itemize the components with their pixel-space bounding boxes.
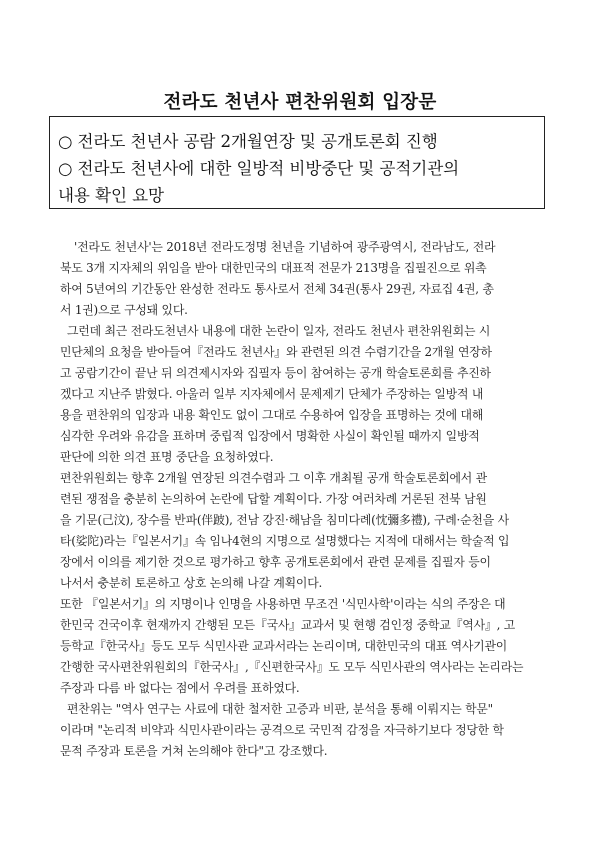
summary-point-2-continued: 내용 확인 요망 <box>58 186 164 205</box>
body-line: 그런데 최근 전라도천년사 내용에 대한 논란이 일자, 전라도 천년사 편찬위원회는 시 <box>67 324 491 338</box>
body-line: 등학교『한국사』등도 모두 식민사관 교과서라는 논리이며, 대한민국의 대표 역사기관이 <box>60 639 508 653</box>
body-line: 이라며 "논리적 비약과 식민사관이라는 공격으로 국민적 감정을 자극하기보다 정당한 학 <box>60 723 504 737</box>
body-line: 편찬위는 "역사 연구는 사료에 대한 철저한 고증과 비판, 분석을 통해 이뤄지는 학문" <box>67 702 493 716</box>
body-line: 간행한 국사편찬위원회의『한국사』,『신편한국사』도 모두 식민사관의 역사라는 논리라는 <box>60 660 524 674</box>
body-line: 장에서 이의를 제기한 것으로 평가하고 향후 공개토론회에서 관련 문제를 집필자 등이 <box>60 555 491 569</box>
body-line: 나서서 충분히 토론하고 상호 논의해 나갈 계획이다. <box>60 576 323 590</box>
body-line: 한민국 건국이후 현재까지 간행된 모든『국사』교과서 및 현행 검인정 중학교『역사』, 고 <box>60 618 516 632</box>
body-line: 서 1권)으로 구성돼 있다. <box>60 303 188 317</box>
body-line: 판단에 의한 의견 표명 중단을 요청하였다. <box>60 450 274 464</box>
body-line: 북도 3개 지자체의 위임을 받아 대한민국의 대표적 전문가 213명을 집필진으로 위촉 <box>60 261 487 275</box>
body-line: 민단체의 요청을 받아들여『전라도 천년사』와 관련된 의견 수렴기간을 2개월 연장하 <box>60 345 492 359</box>
body-line: 을 기문(己汶), 장수를 반파(伴跛), 전남 강진·해남을 침미다례(忱彌多禮), 구례·순천을 사 <box>60 513 509 527</box>
body-line: 심각한 우려와 유감을 표하며 중립적 입장에서 명확한 사실이 확인될 때까지 일방적 <box>60 429 480 443</box>
body-line: 문적 주장과 토론을 거쳐 논의해야 한다"고 강조했다. <box>60 744 328 758</box>
body-line: '전라도 천년사'는 2018년 전라도정명 천년을 기념하여 광주광역시, 전라남도, 전라 <box>74 240 496 254</box>
body-line: 고 공람기간이 끝난 뒤 의견제시자와 집필자 등이 참여하는 공개 학술토론회를 추진하 <box>60 366 491 380</box>
body-line: 련된 쟁점을 충분히 논의하여 논란에 답할 계획이다. 가장 여러차례 거론된 전북 남원 <box>60 492 487 506</box>
body-line: 또한 『일본서기』의 지명이나 인명을 사용하면 무조건 '식민사학'이라는 식의 주장은 대 <box>60 597 506 611</box>
body-line: 타(娑陀)라는『일본서기』속 임나4현의 지명으로 설명했다는 지적에 대해서는 학술적 입 <box>60 534 510 548</box>
summary-point-1: ○ 전라도 천년사 공람 2개월연장 및 공개토론회 진행 <box>58 132 438 151</box>
summary-point-2: ○ 전라도 천년사에 대한 일방적 비방중단 및 공적기관의 <box>58 159 460 178</box>
body-line: 편찬위원회는 향후 2개월 연장된 의견수렴과 그 이후 개최될 공개 학술토론회에서 관 <box>60 471 487 485</box>
body-line: 겠다고 지난주 밝혔다. 아울러 일부 지자체에서 문제제기 단체가 주장하는 일방적 내 <box>60 387 484 401</box>
body-line: 주장과 다름 바 없다는 점에서 우려를 표하였다. <box>60 681 300 695</box>
body-line: 하여 5년여의 기간동안 완성한 전라도 통사로서 전체 34권(통사 29권, 자료집 4권, 총 <box>60 282 494 296</box>
body-line: 용을 편찬위의 입장과 내용 확인도 없이 그대로 수용하여 입장을 표명하는 것에 대해 <box>60 408 484 422</box>
document-title: 전라도 천년사 편찬위원회 입장문 <box>163 92 437 113</box>
